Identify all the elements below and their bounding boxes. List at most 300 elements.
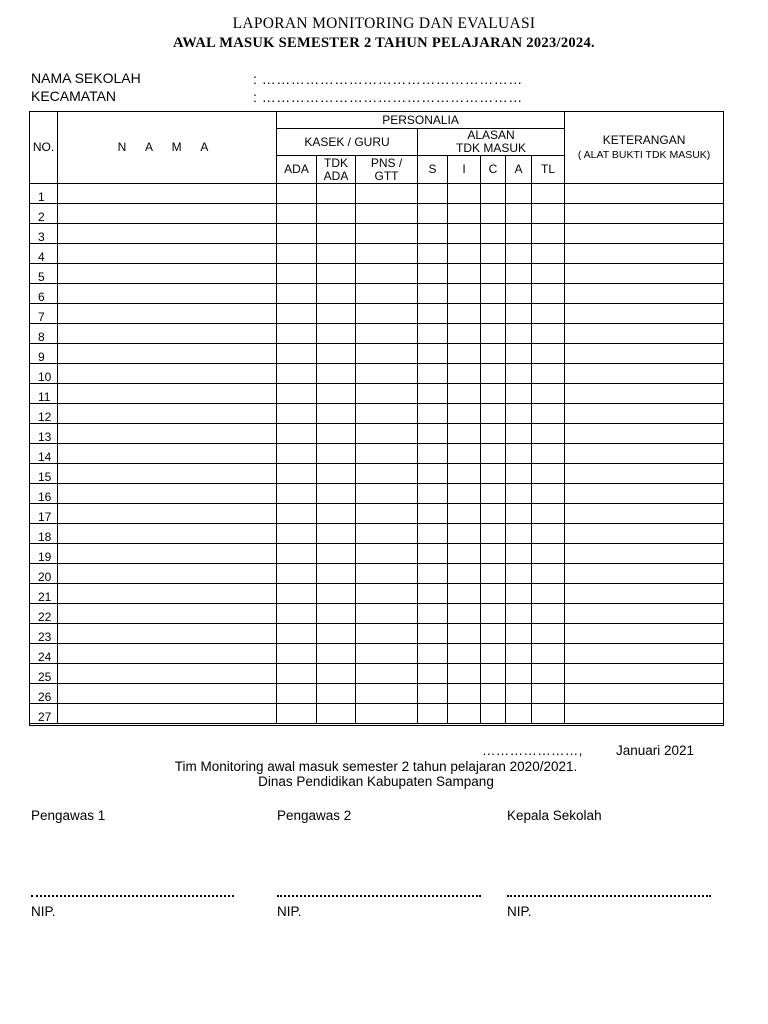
- row-number: 11: [30, 384, 58, 404]
- cell-s[interactable]: [418, 484, 448, 504]
- cell-nama[interactable]: [58, 624, 277, 644]
- cell-keterangan[interactable]: [565, 244, 724, 264]
- cell-keterangan[interactable]: [565, 624, 724, 644]
- cell-pns-gtt[interactable]: [356, 464, 418, 484]
- signature-line-2[interactable]: [277, 895, 481, 897]
- cell-ada[interactable]: [277, 184, 317, 204]
- cell-ada[interactable]: [277, 564, 317, 584]
- cell-s[interactable]: [418, 444, 448, 464]
- cell-ada[interactable]: [277, 684, 317, 704]
- cell-pns-gtt[interactable]: [356, 304, 418, 324]
- cell-a[interactable]: [506, 444, 532, 464]
- col-s-header: S: [418, 156, 448, 184]
- cell-keterangan[interactable]: [565, 384, 724, 404]
- cell-c[interactable]: [481, 704, 506, 724]
- cell-i[interactable]: [448, 304, 481, 324]
- cell-keterangan[interactable]: [565, 424, 724, 444]
- cell-tdk-ada[interactable]: [317, 184, 356, 204]
- cell-tdk-ada[interactable]: [317, 384, 356, 404]
- cell-s[interactable]: [418, 684, 448, 704]
- cell-s[interactable]: [418, 704, 448, 724]
- cell-c[interactable]: [481, 504, 506, 524]
- cell-tl[interactable]: [532, 464, 565, 484]
- cell-ada[interactable]: [277, 644, 317, 664]
- cell-pns-gtt[interactable]: [356, 704, 418, 724]
- cell-keterangan[interactable]: [565, 564, 724, 584]
- cell-tl[interactable]: [532, 604, 565, 624]
- cell-tdk-ada[interactable]: [317, 664, 356, 684]
- cell-tdk-ada[interactable]: [317, 304, 356, 324]
- cell-pns-gtt[interactable]: [356, 524, 418, 544]
- cell-keterangan[interactable]: [565, 324, 724, 344]
- cell-pns-gtt[interactable]: [356, 684, 418, 704]
- cell-tdk-ada[interactable]: [317, 524, 356, 544]
- cell-tdk-ada[interactable]: [317, 204, 356, 224]
- cell-a[interactable]: [506, 344, 532, 364]
- cell-ada[interactable]: [277, 324, 317, 344]
- cell-ada[interactable]: [277, 584, 317, 604]
- cell-c[interactable]: [481, 344, 506, 364]
- cell-i[interactable]: [448, 324, 481, 344]
- cell-c[interactable]: [481, 424, 506, 444]
- table-row: [30, 264, 724, 284]
- cell-tl[interactable]: [532, 644, 565, 664]
- cell-nama[interactable]: [58, 504, 277, 524]
- cell-nama[interactable]: [58, 284, 277, 304]
- cell-ada[interactable]: [277, 404, 317, 424]
- cell-tl[interactable]: [532, 624, 565, 644]
- date-text: Januari 2021: [616, 743, 695, 758]
- table-row: [30, 624, 724, 644]
- cell-tl[interactable]: [532, 204, 565, 224]
- cell-nama[interactable]: [58, 204, 277, 224]
- cell-ada[interactable]: [277, 304, 317, 324]
- cell-ada[interactable]: [277, 264, 317, 284]
- cell-s[interactable]: [418, 524, 448, 544]
- cell-a[interactable]: [506, 564, 532, 584]
- cell-tdk-ada[interactable]: [317, 364, 356, 384]
- cell-s[interactable]: [418, 184, 448, 204]
- cell-i[interactable]: [448, 624, 481, 644]
- cell-tdk-ada[interactable]: [317, 244, 356, 264]
- cell-pns-gtt[interactable]: [356, 564, 418, 584]
- cell-c[interactable]: [481, 324, 506, 344]
- cell-tdk-ada[interactable]: [317, 284, 356, 304]
- cell-nama[interactable]: [58, 664, 277, 684]
- signature-line-1[interactable]: [31, 895, 234, 897]
- cell-nama[interactable]: [58, 184, 277, 204]
- cell-ada[interactable]: [277, 624, 317, 644]
- cell-c[interactable]: [481, 584, 506, 604]
- cell-s[interactable]: [418, 264, 448, 284]
- cell-pns-gtt[interactable]: [356, 324, 418, 344]
- cell-ada[interactable]: [277, 424, 317, 444]
- table-row: [30, 424, 724, 444]
- cell-s[interactable]: [418, 204, 448, 224]
- report-subtitle: AWAL MASUK SEMESTER 2 TAHUN PELAJARAN 2023/2024.: [173, 35, 595, 51]
- cell-ada[interactable]: [277, 444, 317, 464]
- cell-nama[interactable]: [58, 604, 277, 624]
- cell-keterangan[interactable]: [565, 664, 724, 684]
- cell-s[interactable]: [418, 324, 448, 344]
- cell-nama[interactable]: [58, 644, 277, 664]
- signature-line-3[interactable]: [507, 895, 711, 897]
- cell-ada[interactable]: [277, 484, 317, 504]
- cell-nama[interactable]: [58, 224, 277, 244]
- cell-a[interactable]: [506, 264, 532, 284]
- cell-tdk-ada[interactable]: [317, 324, 356, 344]
- cell-c[interactable]: [481, 384, 506, 404]
- cell-tl[interactable]: [532, 304, 565, 324]
- cell-i[interactable]: [448, 364, 481, 384]
- nama-sekolah-field[interactable]: : ………………………………………………: [253, 71, 523, 87]
- cell-nama[interactable]: [58, 464, 277, 484]
- cell-a[interactable]: [506, 384, 532, 404]
- cell-ada[interactable]: [277, 384, 317, 404]
- cell-pns-gtt[interactable]: [356, 624, 418, 644]
- cell-pns-gtt[interactable]: [356, 284, 418, 304]
- cell-tl[interactable]: [532, 244, 565, 264]
- cell-i[interactable]: [448, 264, 481, 284]
- table-row: [30, 604, 724, 624]
- cell-ada[interactable]: [277, 544, 317, 564]
- cell-pns-gtt[interactable]: [356, 664, 418, 684]
- cell-ada[interactable]: [277, 244, 317, 264]
- cell-tl[interactable]: [532, 684, 565, 704]
- cell-keterangan[interactable]: [565, 304, 724, 324]
- cell-nama[interactable]: [58, 584, 277, 604]
- cell-tdk-ada[interactable]: [317, 584, 356, 604]
- cell-pns-gtt[interactable]: [356, 224, 418, 244]
- cell-pns-gtt[interactable]: [356, 384, 418, 404]
- row-number: 21: [30, 584, 58, 604]
- cell-nama[interactable]: [58, 704, 277, 724]
- cell-c[interactable]: [481, 524, 506, 544]
- cell-nama[interactable]: [58, 384, 277, 404]
- cell-a[interactable]: [506, 324, 532, 344]
- cell-tdk-ada[interactable]: [317, 704, 356, 724]
- cell-s[interactable]: [418, 244, 448, 264]
- cell-keterangan[interactable]: [565, 604, 724, 624]
- cell-i[interactable]: [448, 684, 481, 704]
- cell-keterangan[interactable]: [565, 444, 724, 464]
- table-row: [30, 324, 724, 344]
- row-number: 26: [30, 684, 58, 704]
- cell-a[interactable]: [506, 404, 532, 424]
- cell-tl[interactable]: [532, 664, 565, 684]
- cell-s[interactable]: [418, 584, 448, 604]
- table-row: [30, 444, 724, 464]
- cell-c[interactable]: [481, 284, 506, 304]
- cell-s[interactable]: [418, 284, 448, 304]
- cell-tdk-ada[interactable]: [317, 424, 356, 444]
- cell-ada[interactable]: [277, 204, 317, 224]
- pns-line2: GTT: [374, 168, 399, 183]
- cell-tl[interactable]: [532, 544, 565, 564]
- cell-c[interactable]: [481, 664, 506, 684]
- cell-tl[interactable]: [532, 704, 565, 724]
- cell-i[interactable]: [448, 564, 481, 584]
- cell-i[interactable]: [448, 384, 481, 404]
- cell-a[interactable]: [506, 424, 532, 444]
- cell-c[interactable]: [481, 244, 506, 264]
- cell-s[interactable]: [418, 564, 448, 584]
- cell-pns-gtt[interactable]: [356, 204, 418, 224]
- col-a-header: A: [506, 156, 532, 184]
- cell-tdk-ada[interactable]: [317, 564, 356, 584]
- cell-i[interactable]: [448, 244, 481, 264]
- cell-pns-gtt[interactable]: [356, 484, 418, 504]
- cell-ada[interactable]: [277, 224, 317, 244]
- cell-tdk-ada[interactable]: [317, 544, 356, 564]
- cell-i[interactable]: [448, 204, 481, 224]
- cell-tdk-ada[interactable]: [317, 264, 356, 284]
- cell-keterangan[interactable]: [565, 224, 724, 244]
- cell-ada[interactable]: [277, 284, 317, 304]
- cell-s[interactable]: [418, 344, 448, 364]
- cell-i[interactable]: [448, 704, 481, 724]
- cell-tl[interactable]: [532, 564, 565, 584]
- cell-tl[interactable]: [532, 524, 565, 544]
- cell-a[interactable]: [506, 584, 532, 604]
- cell-i[interactable]: [448, 404, 481, 424]
- cell-i[interactable]: [448, 284, 481, 304]
- cell-tdk-ada[interactable]: [317, 624, 356, 644]
- row-number: 10: [30, 364, 58, 384]
- cell-keterangan[interactable]: [565, 524, 724, 544]
- cell-i[interactable]: [448, 484, 481, 504]
- cell-pns-gtt[interactable]: [356, 364, 418, 384]
- table-row: [30, 404, 724, 424]
- cell-tl[interactable]: [532, 504, 565, 524]
- cell-keterangan[interactable]: [565, 544, 724, 564]
- cell-ada[interactable]: [277, 604, 317, 624]
- cell-tdk-ada[interactable]: [317, 404, 356, 424]
- cell-keterangan[interactable]: [565, 704, 724, 724]
- cell-s[interactable]: [418, 604, 448, 624]
- cell-i[interactable]: [448, 464, 481, 484]
- cell-a[interactable]: [506, 604, 532, 624]
- cell-tdk-ada[interactable]: [317, 604, 356, 624]
- cell-tdk-ada[interactable]: [317, 644, 356, 664]
- cell-i[interactable]: [448, 504, 481, 524]
- cell-s[interactable]: [418, 404, 448, 424]
- alasan-header: [418, 129, 565, 156]
- cell-a[interactable]: [506, 684, 532, 704]
- cell-pns-gtt[interactable]: [356, 424, 418, 444]
- cell-ada[interactable]: [277, 344, 317, 364]
- cell-keterangan[interactable]: [565, 644, 724, 664]
- cell-keterangan[interactable]: [565, 184, 724, 204]
- cell-tdk-ada[interactable]: [317, 684, 356, 704]
- cell-nama[interactable]: [58, 444, 277, 464]
- cell-nama[interactable]: [58, 264, 277, 284]
- table-row: [30, 184, 724, 204]
- cell-i[interactable]: [448, 584, 481, 604]
- cell-c[interactable]: [481, 624, 506, 644]
- cell-i[interactable]: [448, 604, 481, 624]
- cell-a[interactable]: [506, 284, 532, 304]
- cell-pns-gtt[interactable]: [356, 404, 418, 424]
- cell-i[interactable]: [448, 664, 481, 684]
- cell-s[interactable]: [418, 464, 448, 484]
- cell-nama[interactable]: [58, 544, 277, 564]
- cell-i[interactable]: [448, 344, 481, 364]
- cell-tl[interactable]: [532, 484, 565, 504]
- cell-nama[interactable]: [58, 564, 277, 584]
- cell-s[interactable]: [418, 424, 448, 444]
- cell-c[interactable]: [481, 364, 506, 384]
- cell-a[interactable]: [506, 504, 532, 524]
- cell-nama[interactable]: [58, 364, 277, 384]
- cell-keterangan[interactable]: [565, 584, 724, 604]
- cell-keterangan[interactable]: [565, 464, 724, 484]
- cell-a[interactable]: [506, 364, 532, 384]
- cell-a[interactable]: [506, 484, 532, 504]
- cell-a[interactable]: [506, 624, 532, 644]
- cell-keterangan[interactable]: [565, 404, 724, 424]
- cell-a[interactable]: [506, 544, 532, 564]
- cell-tl[interactable]: [532, 404, 565, 424]
- cell-nama[interactable]: [58, 484, 277, 504]
- cell-a[interactable]: [506, 184, 532, 204]
- kecamatan-field[interactable]: : ………………………………………………: [253, 89, 523, 105]
- cell-s[interactable]: [418, 624, 448, 644]
- cell-pns-gtt[interactable]: [356, 544, 418, 564]
- cell-pns-gtt[interactable]: [356, 264, 418, 284]
- cell-a[interactable]: [506, 224, 532, 244]
- cell-nama[interactable]: [58, 304, 277, 324]
- cell-s[interactable]: [418, 224, 448, 244]
- cell-c[interactable]: [481, 644, 506, 664]
- table-row: [30, 284, 724, 304]
- cell-i[interactable]: [448, 544, 481, 564]
- cell-tl[interactable]: [532, 384, 565, 404]
- cell-tdk-ada[interactable]: [317, 504, 356, 524]
- cell-a[interactable]: [506, 204, 532, 224]
- cell-a[interactable]: [506, 304, 532, 324]
- cell-pns-gtt[interactable]: [356, 444, 418, 464]
- cell-keterangan[interactable]: [565, 504, 724, 524]
- cell-i[interactable]: [448, 644, 481, 664]
- cell-ada[interactable]: [277, 704, 317, 724]
- cell-tdk-ada[interactable]: [317, 344, 356, 364]
- cell-nama[interactable]: [58, 324, 277, 344]
- cell-s[interactable]: [418, 304, 448, 324]
- cell-tl[interactable]: [532, 224, 565, 244]
- cell-a[interactable]: [506, 244, 532, 264]
- cell-tl[interactable]: [532, 184, 565, 204]
- cell-ada[interactable]: [277, 504, 317, 524]
- cell-tdk-ada[interactable]: [317, 224, 356, 244]
- cell-s[interactable]: [418, 644, 448, 664]
- cell-tl[interactable]: [532, 284, 565, 304]
- cell-pns-gtt[interactable]: [356, 504, 418, 524]
- cell-i[interactable]: [448, 524, 481, 544]
- cell-c[interactable]: [481, 464, 506, 484]
- cell-nama[interactable]: [58, 404, 277, 424]
- cell-a[interactable]: [506, 704, 532, 724]
- cell-i[interactable]: [448, 444, 481, 464]
- cell-s[interactable]: [418, 504, 448, 524]
- cell-keterangan[interactable]: [565, 204, 724, 224]
- table-row: [30, 364, 724, 384]
- date-place-dots[interactable]: …………………,: [482, 743, 583, 758]
- cell-s[interactable]: [418, 384, 448, 404]
- cell-i[interactable]: [448, 184, 481, 204]
- cell-s[interactable]: [418, 544, 448, 564]
- cell-pns-gtt[interactable]: [356, 244, 418, 264]
- cell-pns-gtt[interactable]: [356, 644, 418, 664]
- cell-tl[interactable]: [532, 424, 565, 444]
- cell-tl[interactable]: [532, 584, 565, 604]
- cell-c[interactable]: [481, 564, 506, 584]
- cell-c[interactable]: [481, 544, 506, 564]
- cell-s[interactable]: [418, 364, 448, 384]
- cell-c[interactable]: [481, 264, 506, 284]
- cell-c[interactable]: [481, 224, 506, 244]
- cell-i[interactable]: [448, 224, 481, 244]
- cell-tl[interactable]: [532, 344, 565, 364]
- cell-keterangan[interactable]: [565, 684, 724, 704]
- cell-c[interactable]: [481, 604, 506, 624]
- cell-pns-gtt[interactable]: [356, 604, 418, 624]
- cell-ada[interactable]: [277, 524, 317, 544]
- cell-a[interactable]: [506, 524, 532, 544]
- cell-pns-gtt[interactable]: [356, 584, 418, 604]
- cell-pns-gtt[interactable]: [356, 344, 418, 364]
- cell-tl[interactable]: [532, 264, 565, 284]
- cell-nama[interactable]: [58, 524, 277, 544]
- cell-tdk-ada[interactable]: [317, 484, 356, 504]
- cell-nama[interactable]: [58, 684, 277, 704]
- cell-nama[interactable]: [58, 244, 277, 264]
- cell-keterangan[interactable]: [565, 364, 724, 384]
- cell-tdk-ada[interactable]: [317, 464, 356, 484]
- cell-c[interactable]: [481, 444, 506, 464]
- cell-keterangan[interactable]: [565, 484, 724, 504]
- cell-c[interactable]: [481, 484, 506, 504]
- cell-c[interactable]: [481, 204, 506, 224]
- cell-keterangan[interactable]: [565, 264, 724, 284]
- cell-ada[interactable]: [277, 664, 317, 684]
- table-bottom-border: [30, 724, 724, 726]
- cell-keterangan[interactable]: [565, 344, 724, 364]
- cell-i[interactable]: [448, 424, 481, 444]
- cell-tl[interactable]: [532, 364, 565, 384]
- cell-a[interactable]: [506, 644, 532, 664]
- report-title: LAPORAN MONITORING DAN EVALUASI: [232, 15, 536, 32]
- signer-kepala-sekolah: Kepala Sekolah: [507, 808, 602, 823]
- cell-tl[interactable]: [532, 324, 565, 344]
- cell-c[interactable]: [481, 304, 506, 324]
- cell-tl[interactable]: [532, 444, 565, 464]
- cell-nama[interactable]: [58, 344, 277, 364]
- cell-a[interactable]: [506, 464, 532, 484]
- cell-a[interactable]: [506, 664, 532, 684]
- cell-tdk-ada[interactable]: [317, 444, 356, 464]
- cell-c[interactable]: [481, 184, 506, 204]
- cell-ada[interactable]: [277, 364, 317, 384]
- cell-pns-gtt[interactable]: [356, 184, 418, 204]
- cell-s[interactable]: [418, 664, 448, 684]
- cell-c[interactable]: [481, 404, 506, 424]
- cell-nama[interactable]: [58, 424, 277, 444]
- cell-keterangan[interactable]: [565, 284, 724, 304]
- kasek-guru-header: KASEK / GURU: [277, 129, 418, 156]
- cell-c[interactable]: [481, 684, 506, 704]
- cell-ada[interactable]: [277, 464, 317, 484]
